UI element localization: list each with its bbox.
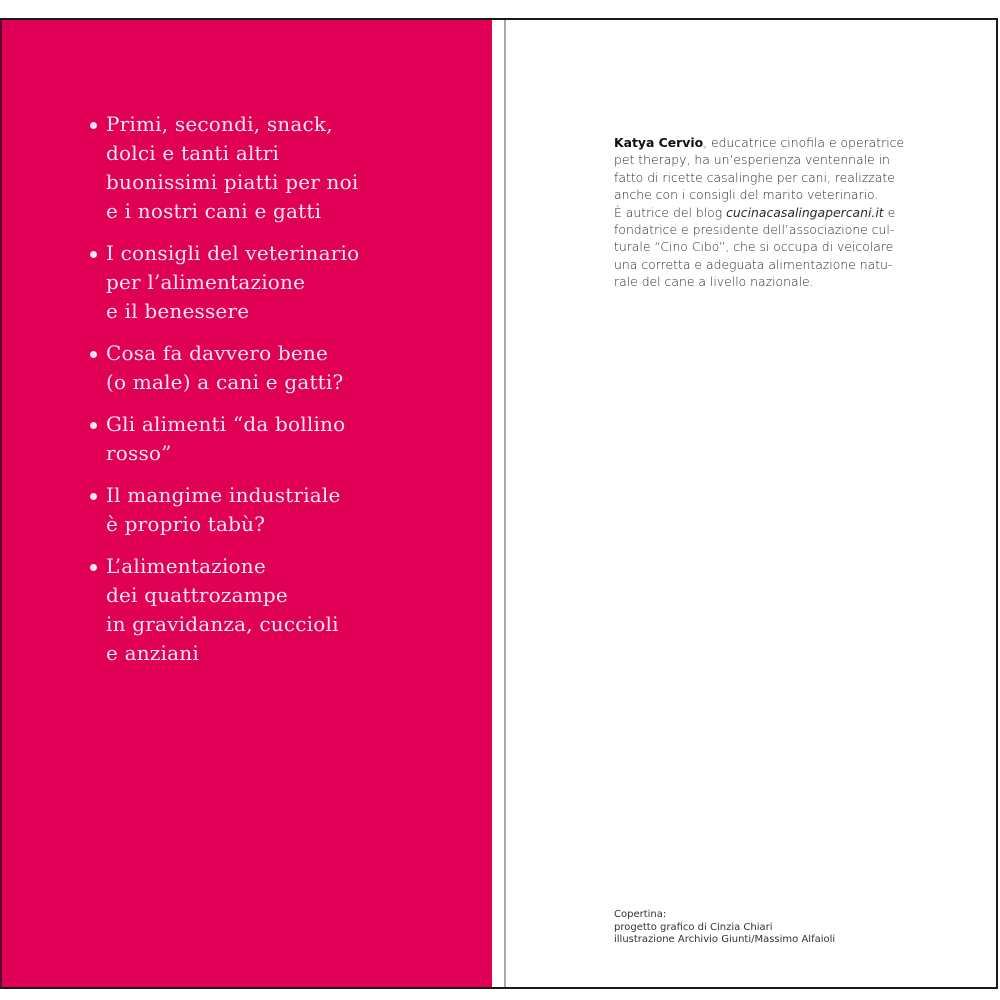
bio-line	[614, 204, 919, 221]
blog-name: cucinacasalingapercani.it	[726, 204, 884, 220]
bullet-line: e i nostri cani e gatti	[106, 199, 322, 223]
bullet-line: Gli alimenti “da bollino	[106, 412, 346, 436]
cover-credits	[614, 909, 835, 947]
bullet-line: buonissimi piatti per noi	[106, 170, 359, 194]
bullet-item	[88, 110, 488, 226]
bullet-line: in gravidanza, cuccioli	[106, 612, 339, 636]
bullet-line: dei quattrozampe	[106, 583, 288, 607]
bullet-line: per l’alimentazione	[106, 270, 306, 294]
bullet-dot-icon	[90, 493, 97, 500]
bullet-dot-icon	[90, 564, 97, 571]
page-gutter-divider	[504, 20, 506, 987]
bio-line: pet therapy, ha un’esperienza ventennale in	[614, 152, 890, 168]
bullet-line: (o male) a cani e gatti?	[106, 370, 344, 394]
bullet-line: L’alimentazione	[106, 554, 266, 578]
bullet-line: Primi, secondi, snack,	[106, 112, 333, 136]
credits-line: progetto grafico di Cinzia Chiari	[614, 921, 773, 933]
bullet-dot-icon	[90, 251, 97, 258]
bullet-line: e anziani	[106, 641, 199, 665]
feature-bullet-list	[88, 110, 488, 681]
bio-text: , educatrice cinofila e operatrice	[703, 135, 905, 150]
bullet-line: Il mangime industriale	[106, 483, 341, 507]
bullet-line: Cosa fa davvero bene	[106, 341, 329, 365]
bullet-item	[88, 410, 488, 468]
bullet-line: dolci e tanti altri	[106, 141, 280, 165]
author-bio	[614, 134, 919, 291]
bio-line: rale del cane a livello nazionale.	[614, 274, 814, 290]
bullet-line: rosso”	[106, 441, 172, 465]
bio-line: anche con i consigli del marito veterinario.	[614, 187, 879, 203]
credits-label: Copertina:	[614, 909, 667, 920]
bio-text: e	[883, 204, 896, 220]
bio-line: fondatrice e presidente dell’associazione cul-	[614, 222, 895, 238]
bullet-dot-icon	[90, 122, 97, 129]
bullet-item	[88, 339, 488, 397]
bio-text: È autrice del blog	[614, 204, 727, 220]
credits-line: illustrazione Archivio Giunti/Massimo Alfaioli	[614, 934, 836, 945]
bio-line	[614, 134, 919, 151]
bullet-item	[88, 481, 488, 539]
bio-line: turale “Cino Cibo”, che si occupa di veicolare	[614, 239, 894, 255]
bullet-item	[88, 552, 488, 668]
bio-line: una corretta e adeguata alimentazione natu-	[614, 256, 893, 272]
bullet-dot-icon	[90, 422, 97, 429]
bullet-dot-icon	[90, 351, 97, 358]
bullet-item	[88, 239, 488, 326]
bio-line: fatto di ricette casalinghe per cani, realizzate	[614, 169, 895, 185]
bullet-line: è proprio tabù?	[106, 512, 266, 536]
back-cover-left-page	[2, 20, 492, 987]
author-name: Katya Cervio	[614, 135, 704, 150]
bullet-line: e il benessere	[106, 299, 250, 323]
book-spread	[0, 18, 998, 989]
bullet-line: I consigli del veterinario	[106, 241, 360, 265]
